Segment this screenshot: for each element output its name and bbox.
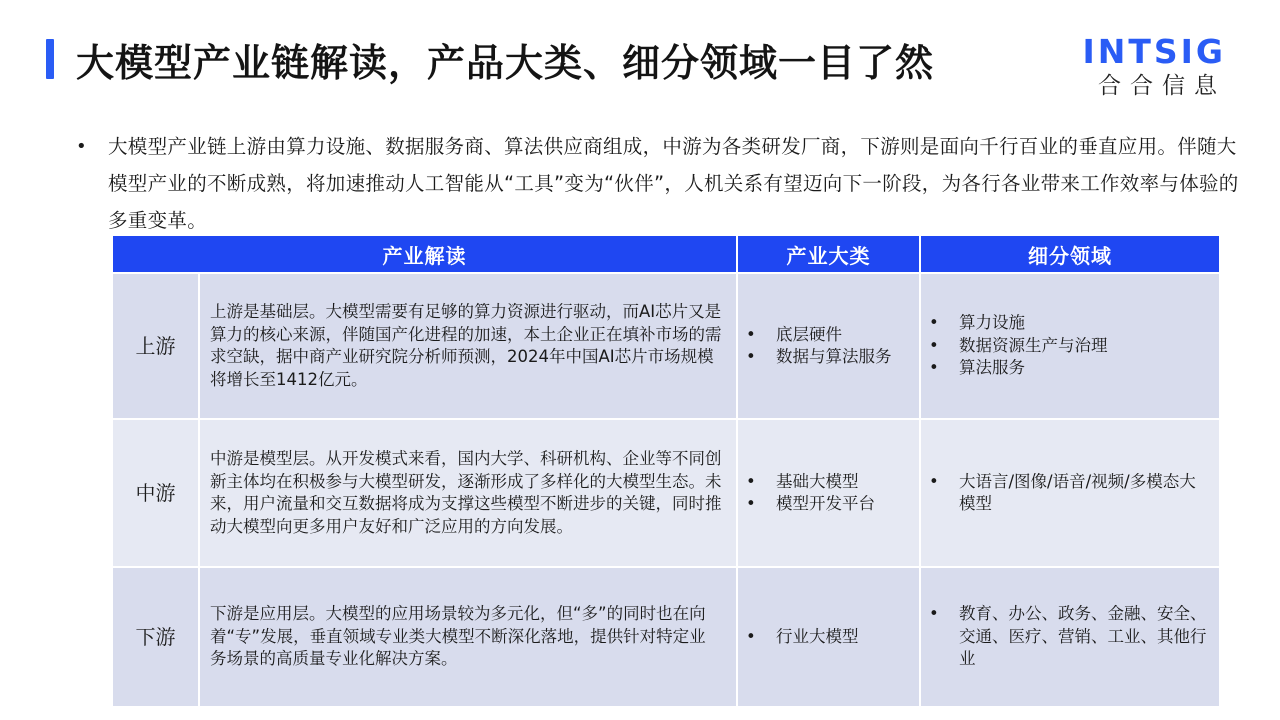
- categories-midstream: [738, 420, 919, 566]
- title-block: [46, 34, 934, 84]
- desc-midstream: 中游是模型层。从开发模式来看，国内大学、科研机构、企业等不同创新主体均在积极参与大模型研发，逐渐形成了多样化的大模型生态。未来，用户流量和交互数据将成为支撑这些模型不断进步的关键，同时推动大模型向更多用户友好和广泛应用的方向发展。: [200, 420, 736, 566]
- brand-logo-cn: 合合信息: [1098, 73, 1226, 99]
- list-item: • 数据资源生产与治理: [929, 335, 1108, 358]
- list-item: • 大语言/图像/语音/视频/多模态大模型: [929, 471, 1209, 516]
- list-item: • 行业大模型: [746, 626, 859, 649]
- fields-midstream: [921, 420, 1219, 566]
- list-item: • 算法服务: [929, 357, 1108, 380]
- header-interpretation: 产业解读: [113, 236, 736, 272]
- list-item: • 数据与算法服务: [746, 346, 892, 369]
- fields-upstream: [921, 274, 1219, 418]
- title-accent-bar: [46, 39, 54, 79]
- list-item: • 教育、办公、政务、金融、安全、交通、医疗、营销、工业、其他行业: [929, 603, 1209, 671]
- header-category: 产业大类: [738, 236, 919, 272]
- list-item: • 模型开发平台: [746, 493, 875, 516]
- brand-logo: [1082, 34, 1226, 100]
- intro-bullet: •: [76, 136, 87, 157]
- stage-midstream: 中游: [113, 420, 198, 566]
- list-item: • 底层硬件: [746, 324, 892, 347]
- intro-text: 大模型产业链上游由算力设施、数据服务商、算法供应商组成，中游为各类研发厂商，下游则是面向千行百业的垂直应用。伴随大模型产业的不断成熟，将加速推动人工智能从“工具”变为“伙伴”，人机关系有望迈向下一阶段，为各行各业带来工作效率与体验的多重变革。: [108, 135, 1239, 232]
- intro-paragraph: [76, 128, 1241, 239]
- header-fields: 细分领域: [921, 236, 1219, 272]
- categories-upstream: [738, 274, 919, 418]
- fields-downstream: [921, 568, 1219, 706]
- stage-upstream: 上游: [113, 274, 198, 418]
- stage-downstream: 下游: [113, 568, 198, 706]
- desc-downstream: 下游是应用层。大模型的应用场景较为多元化，但“多”的同时也在向着“专”发展，垂直领域专业类大模型不断深化落地，提供针对特定业务场景的高质量专业化解决方案。: [200, 568, 736, 706]
- list-item: • 基础大模型: [746, 471, 875, 494]
- industry-chain-table: [113, 236, 1217, 706]
- page-title: 大模型产业链解读，产品大类、细分领域一目了然: [76, 40, 935, 85]
- desc-upstream: 上游是基础层。大模型需要有足够的算力资源进行驱动，而AI芯片又是算力的核心来源，伴随国产化进程的加速，本土企业正在填补市场的需求空缺，据中商产业研究院分析师预测，2024年中国AI芯片市场规模将增长至1412亿元。: [200, 274, 736, 418]
- brand-logo-en: INTSIG: [1082, 32, 1226, 71]
- categories-downstream: [738, 568, 919, 706]
- list-item: • 算力设施: [929, 312, 1108, 335]
